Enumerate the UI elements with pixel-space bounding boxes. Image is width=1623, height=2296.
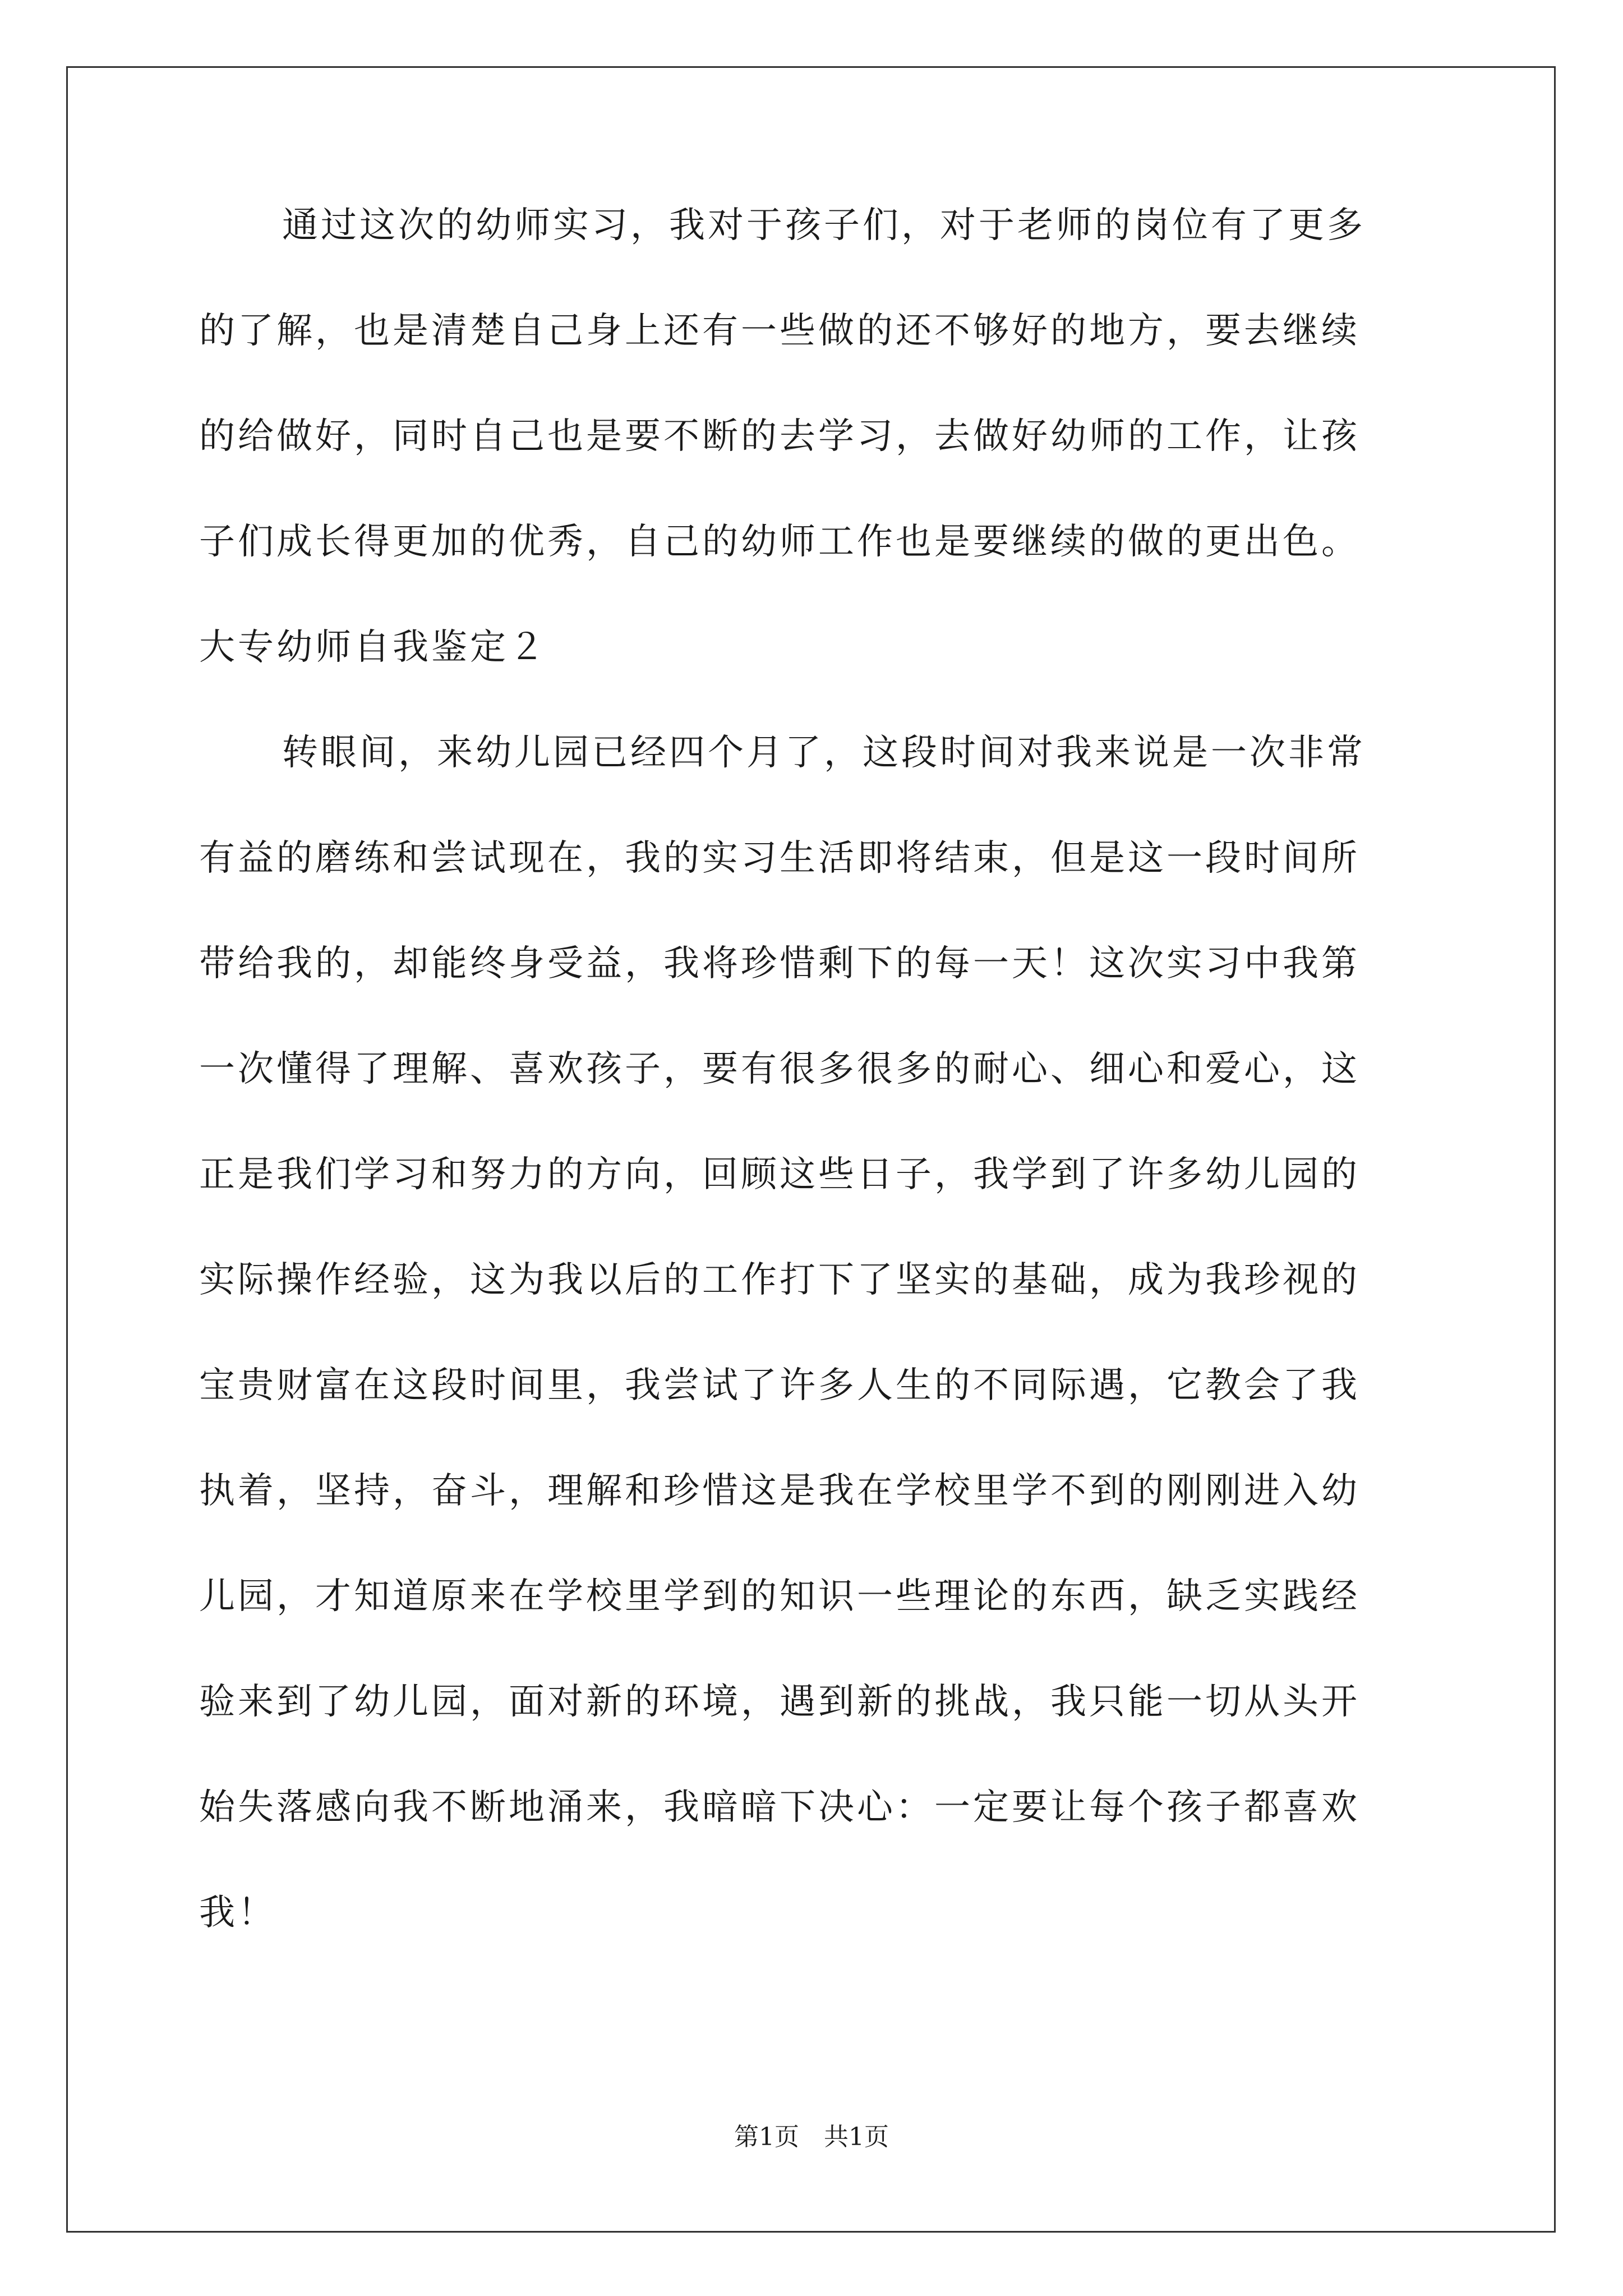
paragraph-line: 一次懂得了理解、喜欢孩子，要有很多很多的耐心、细心和爱心，这: [199, 1048, 1360, 1090]
paragraph-line: 带给我的，却能终身受益，我将珍惜剩下的每一天！这次实习中我第: [199, 943, 1360, 984]
paragraph-line: 验来到了幼儿园，面对新的环境，遇到新的挑战，我只能一切从头开: [199, 1681, 1360, 1723]
paragraph-line: 转眼间，来幼儿园已经四个月了，这段时间对我来说是一次非常: [282, 732, 1366, 774]
paragraph-line: 实际操作经验，这为我以后的工作打下了坚实的基础，成为我珍视的: [199, 1259, 1360, 1301]
paragraph-line: 通过这次的幼师实习，我对于孩子们，对于老师的岗位有了更多: [282, 205, 1366, 246]
paragraph-line: 我！: [199, 1892, 276, 1934]
paragraph-line: 宝贵财富在这段时间里，我尝试了许多人生的不同际遇，它教会了我: [199, 1365, 1360, 1406]
paragraph-line: 正是我们学习和努力的方向，回顾这些日子，我学到了许多幼儿园的: [199, 1154, 1360, 1195]
paragraph-line: 始失落感向我不断地涌来，我暗暗下决心：一定要让每个孩子都喜欢: [199, 1787, 1360, 1828]
paragraph-line: 有益的磨练和尝试现在，我的实习生活即将结束，但是这一段时间所: [199, 838, 1360, 879]
paragraph-line: 执着，坚持，奋斗，理解和珍惜这是我在学校里学不到的刚刚进入幼: [199, 1470, 1360, 1512]
section-heading: 大专幼师自我鉴定２: [199, 627, 547, 668]
page-number-footer: 第1页 共1页: [734, 2123, 889, 2151]
paragraph-line: 子们成长得更加的优秀，自己的幼师工作也是要继续的做的更出色。: [199, 521, 1360, 563]
paragraph-line: 的了解，也是清楚自己身上还有一些做的还不够好的地方，要去继续: [199, 310, 1360, 352]
document-body: [199, 205, 1433, 2000]
paragraph-line: 的给做好，同时自己也是要不断的去学习，去做好幼师的工作，让孩: [199, 416, 1360, 457]
paragraph-line: 儿园，才知道原来在学校里学到的知识一些理论的东西，缺乏实践经: [199, 1576, 1360, 1617]
